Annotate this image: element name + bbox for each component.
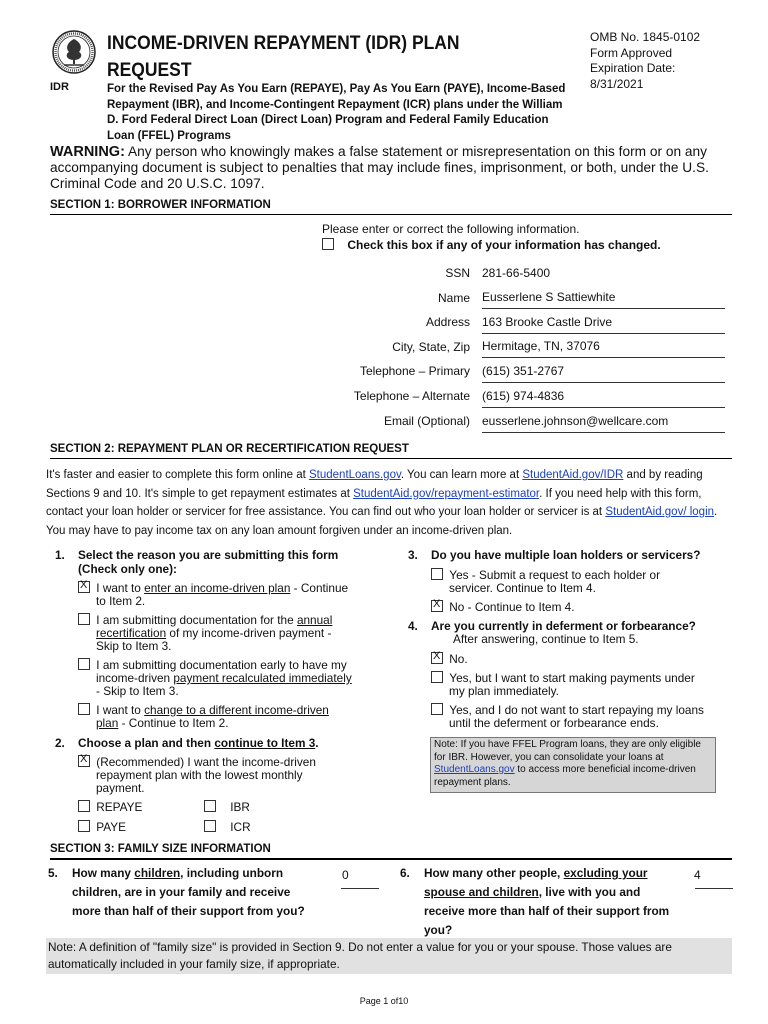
ssn-field[interactable]: 281-66-5400 — [482, 266, 551, 280]
item1-option-enter-plan[interactable]: X I want to enter an income-driven plan - Continue to Item 2. — [78, 581, 378, 608]
page-number: Page 1 of10 — [359, 996, 409, 1006]
phone-primary-label: Telephone – Primary — [359, 364, 470, 378]
item4-option-no[interactable]: X No. — [431, 652, 468, 666]
enter-plan-checkbox[interactable] — [78, 581, 90, 593]
early-recalc-checkbox[interactable] — [78, 658, 90, 670]
section1-instruction: Please enter or correct the following information. — [322, 222, 580, 236]
email-field[interactable]: eusserlene.johnson@wellcare.com — [482, 414, 725, 433]
city-state-zip-field[interactable]: Hermitage, TN, 37076 — [482, 339, 725, 358]
item4-option-yes-wait[interactable]: Yes, and I do not want to start repaying my loans until the deferment or forbearance ends. — [431, 703, 731, 730]
paye-checkbox[interactable] — [78, 820, 90, 832]
item3-option-yes[interactable]: Yes - Submit a request to each holder or servicer. Continue to Item 4. — [431, 568, 721, 595]
city-state-zip-label: City, State, Zip — [392, 340, 470, 354]
form-subtitle: For the Revised Pay As You Earn (REPAYE), Pay As You Earn (PAYE), Income-Based Repayment (IBR), and Income-Contingent Repayment (ICR) plans under the William D. Ford Federal Direct Loan (Direct Loan) Program and Federal Family Education Loan (FFEL) Programs — [107, 83, 566, 142]
section3-heading: SECTION 3: FAMILY SIZE INFORMATION — [50, 843, 732, 860]
email-label: Email (Optional) — [383, 414, 470, 428]
annual-recert-checkbox[interactable] — [78, 613, 90, 625]
item3-question: 3. Do you have multiple loan holders or servicers? — [408, 548, 701, 562]
form-code-tag: IDR — [50, 81, 69, 93]
ibr-checkbox[interactable] — [204, 800, 216, 812]
other-people-count-value[interactable]: 4 — [694, 868, 701, 882]
multiple-holders-no-checkbox[interactable] — [431, 600, 443, 612]
item1-question: 1. Select the reason you are submitting this form (Check only one): — [55, 548, 339, 576]
other-people-count-line — [695, 888, 733, 889]
deferment-yes-wait-checkbox[interactable] — [431, 703, 443, 715]
section2-intro: It's faster and easier to complete this form online at StudentLoans.gov. You can learn more at StudentAid.gov/IDR and by reading Sections 9 and 10. It's simple to get repayment estimates at StudentAid.gov/repayment-estimator. If you need help with this form, contact your loan holder or servicer for free assistance. You can find out who your loan holder or servicer is at StudentAid.gov/ login. You may have to pay income tax on any loan amount forgiven under an income-driven plan. — [46, 469, 718, 537]
info-changed-row[interactable]: Check this box if any of your information has changed. — [322, 238, 661, 252]
address-label: Address — [425, 315, 470, 329]
icr-checkbox[interactable] — [204, 820, 216, 832]
item6-question: 6. How many other people, excluding your spouse and children, live with you and receive more than half of their support from you? — [400, 866, 670, 937]
department-seal-icon — [52, 30, 96, 74]
plan-repaye-option[interactable]: REPAYE — [78, 800, 142, 814]
item5-question: 5. How many children, including unborn children, are in your family and receive more than half of their support from you? — [48, 866, 305, 918]
children-count-value[interactable]: 0 — [342, 868, 349, 882]
plan-icr-option[interactable]: ICR — [204, 820, 251, 834]
phone-alternate-label: Telephone – Alternate — [353, 389, 470, 403]
recommended-plan-checkbox[interactable] — [78, 755, 90, 767]
plan-paye-option[interactable]: PAYE — [78, 820, 126, 834]
deferment-yes-start-checkbox[interactable] — [431, 671, 443, 683]
ffel-note-box: Note: If you have FFEL Program loans, they are only eligible for IBR. However, you can consolidate your loans at StudentLoans.gov to access more beneficial income-driven repayment plans. — [430, 737, 716, 793]
deferment-no-checkbox[interactable] — [431, 652, 443, 664]
warning-notice: WARNING: Any person who knowingly makes a false statement or misrepresentation on this form or on any accompanying document is subject to penalties that may include fines, imprisonment, or both, under the U.S. Criminal Code and 20 U.S.C. 1097. — [50, 144, 709, 191]
item4-question: 4. Are you currently in deferment or forbearance? — [408, 619, 696, 633]
change-plan-checkbox[interactable] — [78, 703, 90, 715]
ssn-label: SSN — [445, 266, 470, 280]
item3-option-no[interactable]: X No - Continue to Item 4. — [431, 600, 721, 614]
plan-ibr-option[interactable]: IBR — [204, 800, 250, 814]
phone-alternate-field[interactable]: (615) 974-4836 — [482, 389, 725, 408]
phone-primary-field[interactable]: (615) 351-2767 — [482, 364, 725, 383]
item4-continue-note: After answering, continue to Item 5. — [453, 632, 639, 646]
repayment-estimator-link[interactable]: StudentAid.gov/repayment-estimator — [353, 487, 540, 500]
repaye-checkbox[interactable] — [78, 800, 90, 812]
section2-heading: SECTION 2: REPAYMENT PLAN OR RECERTIFICATION REQUEST — [50, 443, 732, 459]
multiple-holders-yes-checkbox[interactable] — [431, 568, 443, 580]
item4-option-yes-start[interactable]: Yes, but I want to start making payments under my plan immediately. — [431, 671, 731, 698]
studentloans-note-link[interactable]: StudentLoans.gov — [434, 764, 515, 775]
section1-heading: SECTION 1: BORROWER INFORMATION — [50, 199, 732, 215]
item2-question: 2. Choose a plan and then continue to Item 3. — [55, 736, 319, 750]
children-count-line — [341, 888, 379, 889]
item1-option-annual-recert[interactable]: I am submitting documentation for the annual recertification of my income-driven payment - Skip to Item 3. — [78, 613, 378, 653]
studentaid-idr-link[interactable]: StudentAid.gov/IDR — [522, 469, 624, 481]
studentaid-login-link[interactable]: StudentAid.gov/ login — [605, 506, 715, 518]
info-changed-checkbox[interactable] — [322, 238, 334, 250]
item2-option-recommended[interactable]: X (Recommended) I want the income-driven repayment plan with the lowest monthly payment. — [78, 755, 378, 795]
name-label: Name — [437, 291, 470, 305]
address-field[interactable]: 163 Brooke Castle Drive — [482, 315, 725, 334]
family-size-note: Note: A definition of "family size" is provided in Section 9. Do not enter a value for you or your spouse. Those values are automatically included in your family size, if appropriate. — [46, 938, 732, 974]
form-title: INCOME-DRIVEN REPAYMENT (IDR) PLAN REQUEST — [107, 33, 460, 81]
studentloans-link[interactable]: StudentLoans.gov — [309, 469, 401, 481]
item1-option-early-recalc[interactable]: I am submitting documentation early to have my income-driven payment recalculated immediately - Skip to Item 3. — [78, 658, 378, 698]
name-field[interactable]: Eusserlene S Sattiewhite — [482, 290, 725, 309]
item1-option-change-plan[interactable]: I want to change to a different income-driven plan - Continue to Item 2. — [78, 703, 378, 730]
omb-info: OMB No. 1845-0102 Form Approved Expiration Date: 8/31/2021 — [590, 30, 701, 91]
